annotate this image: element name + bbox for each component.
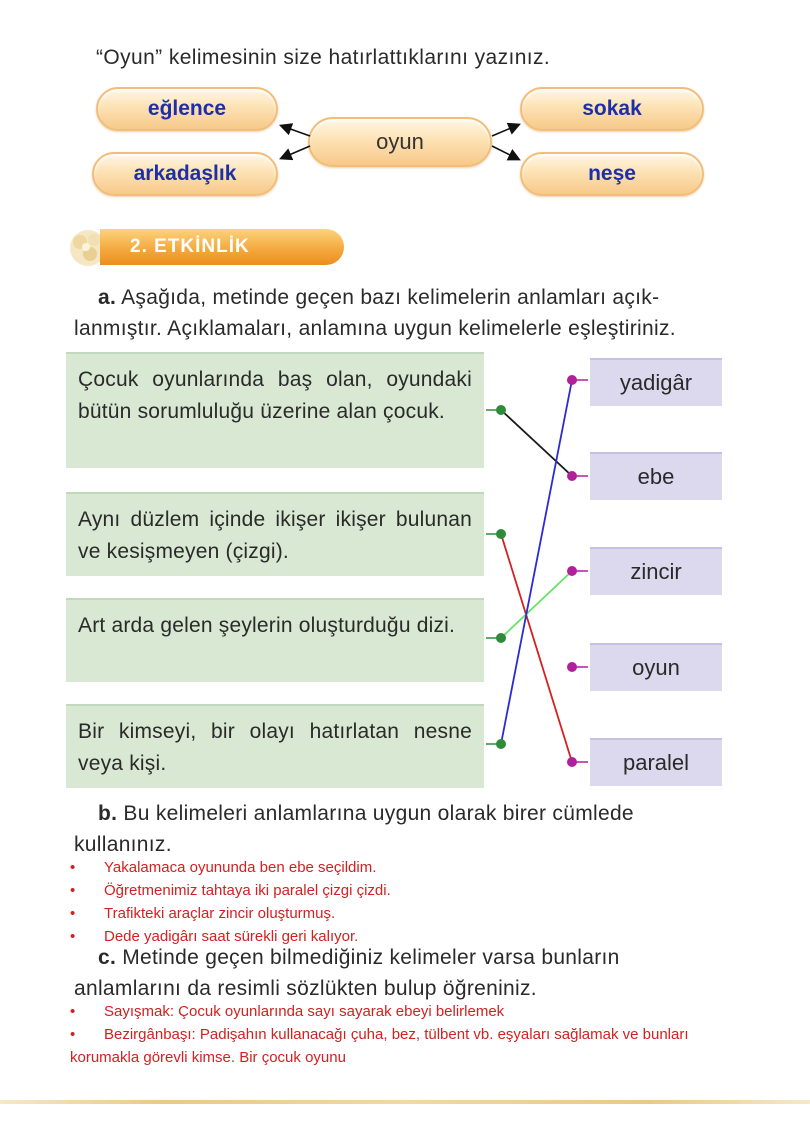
mindmap-center: oyun xyxy=(308,117,492,167)
answer-b-3: • Trafikteki araçlar zincir oluşturmuş. xyxy=(70,902,800,925)
answer-c-continuation: korumakla görevli kimse. Bir çocuk oyunu xyxy=(70,1049,346,1066)
definition-4: Bir kimseyi, bir olayı hatırlatan nesne veya kişi. xyxy=(66,704,484,788)
part-a-text-2: lanmıştır. Açıklamaları, anlamına uygun kelimelerle eşleştiriniz. xyxy=(74,317,676,340)
answer-c-2: • Bezirgânbaşı: Padişahın kullanacağı çuha, bez, tülbent vb. eşyaları sağlamak ve bunları xyxy=(70,1023,800,1046)
answer-b-1: • Yakalamaca oyununda ben ebe seçildim. xyxy=(70,856,800,879)
part-b-text-2: kullanınız. xyxy=(74,833,172,856)
part-b-label: b. xyxy=(98,802,118,825)
part-c-answers xyxy=(70,1000,800,1046)
word-paralel: paralel xyxy=(590,738,722,786)
mindmap-left-2: arkadaşlık xyxy=(92,152,278,196)
word-yadigar: yadigâr xyxy=(590,358,722,406)
definition-1: Çocuk oyunlarında baş olan, oyundaki bütün sorumluluğu üzerine alan çocuk. xyxy=(66,352,484,468)
word-ebe: ebe xyxy=(590,452,722,500)
part-b-text-1: Bu kelimeleri anlamlarına uygun olarak birer cümlede xyxy=(123,802,634,825)
word-zincir: zincir xyxy=(590,547,722,595)
mindmap-right-2: neşe xyxy=(520,152,704,196)
part-c-text-2: anlamlarını da resimli sözlükten bulup öğreniniz. xyxy=(74,977,537,1000)
part-c-instruction xyxy=(74,942,794,1004)
part-b-answers xyxy=(70,856,800,948)
definition-2: Aynı düzlem içinde ikişer ikişer bulunan ve kesişmeyen (çizgi). xyxy=(66,492,484,576)
mindmap-left-1: eğlence xyxy=(96,87,278,131)
answer-b-2: • Öğretmenimiz tahtaya iki paralel çizgi çizdi. xyxy=(70,879,800,902)
match-line-2 xyxy=(501,534,572,762)
mindmap-instruction: “Oyun” kelimesinin size hatırlattıklarını yazınız. xyxy=(96,46,551,69)
part-a-text-1: Aşağıda, metinde geçen bazı kelimelerin anlamları açık- xyxy=(121,286,660,309)
match-line-3 xyxy=(501,571,572,638)
word-oyun: oyun xyxy=(590,643,722,691)
answer-c-1: • Sayışmak: Çocuk oyunlarında sayı sayarak ebeyi belirlemek xyxy=(70,1000,800,1023)
part-c-label: c. xyxy=(98,946,117,969)
match-line-4 xyxy=(501,380,572,744)
activity-badge: 2. ETKİNLİK xyxy=(100,229,344,265)
part-a-label: a. xyxy=(98,286,117,309)
mindmap-right-1: sokak xyxy=(520,87,704,131)
answer-b-4: • Dede yadigârı saat sürekli geri kalıyor. xyxy=(70,925,800,948)
part-b-instruction xyxy=(74,798,794,860)
footer-rule xyxy=(0,1100,810,1104)
match-line-1 xyxy=(501,410,572,476)
part-c-text-1: Metinde geçen bilmediğiniz kelimeler varsa bunların xyxy=(122,946,620,969)
definition-3: Art arda gelen şeylerin oluşturduğu dizi. xyxy=(66,598,484,682)
